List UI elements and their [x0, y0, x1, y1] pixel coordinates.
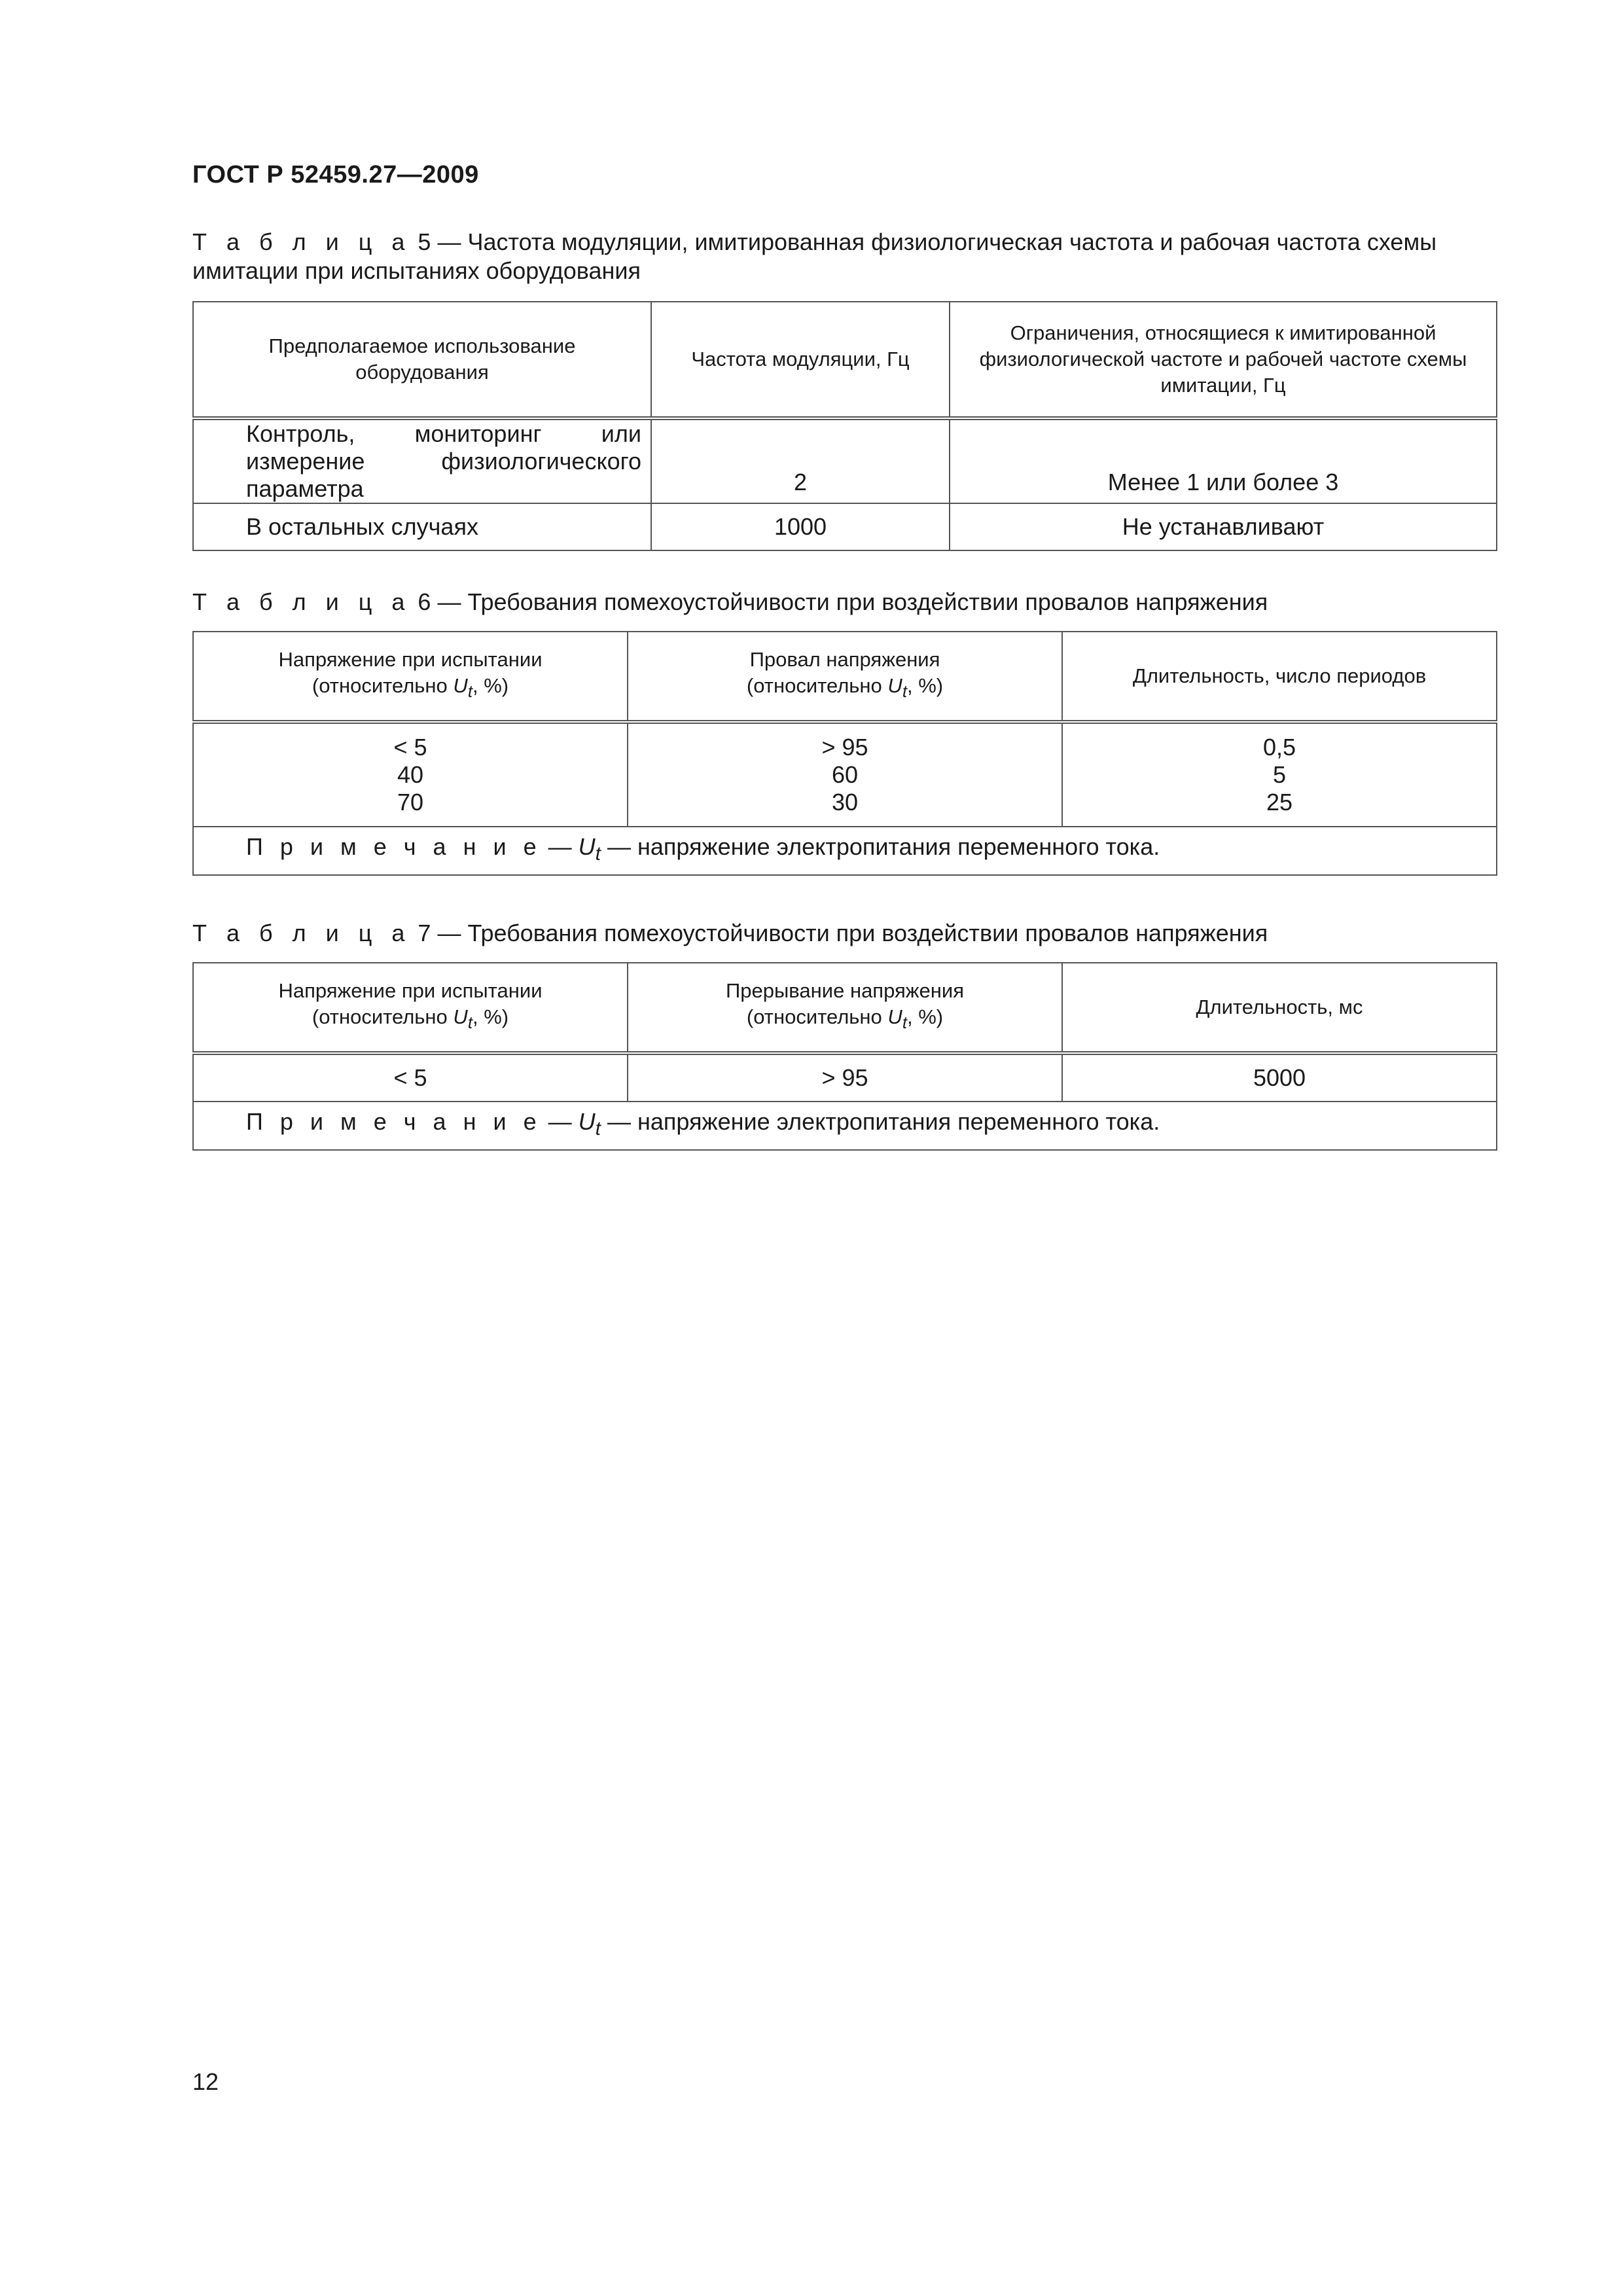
- table7-cell-duration: 5000: [1062, 1053, 1497, 1102]
- table7-header-voltage-line1: Напряжение при испытании: [278, 979, 543, 1003]
- table5: [192, 301, 1497, 551]
- table5-header-modulation: Частота модуляции, Гц: [651, 302, 950, 418]
- table5-header-row: [193, 302, 1497, 418]
- table5-caption-text: — Частота модуляции, имитированная физиологическая частота и рабочая частота схемы имитации при испытаниях оборудования: [192, 228, 1437, 284]
- table5-cell-frequency: 2: [651, 418, 950, 503]
- table5-header-usage: Предполагаемое использование оборудования: [193, 302, 651, 418]
- table5-cell-frequency: 1000: [651, 503, 950, 550]
- table6-header-row: [193, 632, 1497, 722]
- table5-cell-limits: Не устанавливают: [950, 503, 1497, 550]
- note-label: П р и м е ч а н и е: [246, 833, 542, 861]
- table7-header-interruption-line1: Прерывание напряжения: [726, 979, 964, 1003]
- table7-note: [193, 1102, 1497, 1150]
- table7-cell-interruption: > 95: [628, 1053, 1062, 1102]
- note-dash: —: [548, 1108, 579, 1136]
- table5-caption: [192, 228, 1496, 285]
- table-cell-value: 30: [831, 789, 859, 816]
- table5-header-limits: Ограничения, относящиеся к имитированной физиологической частоте и рабочей частоте схемы имитации, Гц: [950, 302, 1497, 418]
- table6-header-duration: Длительность, число периодов: [1062, 632, 1497, 722]
- header-text: , %): [907, 674, 944, 698]
- note-text: — напряжение электропитания переменного тока.: [600, 1108, 1160, 1136]
- table7-caption-word: Т а б л и ц а: [192, 920, 412, 946]
- table6-header-dip: [628, 632, 1062, 722]
- table-row: [193, 722, 1497, 827]
- symbol-u: U: [578, 1108, 596, 1136]
- table7: [192, 962, 1497, 1151]
- table7-caption-text: — Требования помехоустойчивости при воздействии провалов напряжения: [437, 920, 1268, 946]
- symbol-u: U: [453, 1005, 468, 1029]
- header-text: , %): [473, 674, 509, 698]
- table7-caption: [192, 919, 1496, 948]
- note-text: — напряжение электропитания переменного тока.: [600, 833, 1160, 861]
- table7-note-row: [193, 1102, 1497, 1150]
- table7-header-interruption-line2: [637, 1004, 1052, 1036]
- table-cell-value: < 5: [393, 734, 427, 761]
- table6-col-voltage: [193, 722, 628, 827]
- table7-header-voltage-line2: [203, 1004, 618, 1036]
- document-id: ГОСТ Р 52459.27—2009: [192, 161, 479, 188]
- header-text: (относительно: [746, 674, 888, 698]
- table5-caption-word: Т а б л и ц а: [192, 228, 412, 255]
- table6-header-voltage-line2: [203, 673, 618, 705]
- table6-header-dip-line1: Провал напряжения: [749, 648, 940, 672]
- symbol-subscript: t: [595, 843, 601, 865]
- table5-cell-limits: Менее 1 или более 3: [950, 418, 1497, 503]
- header-text: (относительно: [746, 1005, 888, 1029]
- table5-caption-number: 5: [418, 228, 431, 255]
- table5-cell-usage: В остальных случаях: [193, 503, 651, 550]
- header-text: , %): [907, 1005, 944, 1029]
- table-cell-value: 0,5: [1262, 734, 1296, 761]
- table6-note-row: [193, 827, 1497, 875]
- note-dash: —: [548, 833, 579, 861]
- table-cell-value: 70: [397, 789, 424, 816]
- symbol-u: U: [887, 674, 902, 698]
- table7-cell-voltage: < 5: [193, 1053, 628, 1102]
- table6-caption: [192, 588, 1496, 617]
- table6-header-voltage-line1: Напряжение при испытании: [278, 648, 543, 672]
- symbol-u: U: [453, 674, 468, 698]
- table6-note: [193, 827, 1497, 875]
- table6-caption-number: 6: [418, 588, 431, 615]
- table-cell-value: 25: [1266, 789, 1293, 816]
- table6-col-dip: [628, 722, 1062, 827]
- table6-caption-text: — Требования помехоустойчивости при воздействии провалов напряжения: [437, 588, 1268, 615]
- note-label: П р и м е ч а н и е: [246, 1108, 542, 1136]
- symbol-u: U: [887, 1005, 902, 1029]
- table6-caption-word: Т а б л и ц а: [192, 588, 412, 615]
- header-text: (относительно: [312, 674, 454, 698]
- table-row: [193, 503, 1497, 550]
- table5-cell-usage: Контроль, мониторинг или измерение физиологического параметра: [193, 418, 651, 503]
- header-text: (относительно: [312, 1005, 454, 1029]
- table-cell-value: 60: [831, 761, 859, 788]
- symbol-u: U: [578, 833, 596, 861]
- table6-col-duration: [1062, 722, 1497, 827]
- symbol-subscript: t: [595, 1118, 601, 1140]
- header-text: , %): [473, 1005, 509, 1029]
- page-number: 12: [192, 2068, 219, 2095]
- table-cell-value: 5: [1272, 761, 1287, 788]
- symbol-subscript: t: [902, 1014, 907, 1033]
- table7-header-interruption: [628, 963, 1062, 1053]
- table6-header-dip-line2: [637, 673, 1052, 705]
- table6: [192, 631, 1497, 876]
- symbol-subscript: t: [902, 683, 907, 702]
- table-cell-value: > 95: [821, 734, 868, 761]
- symbol-subscript: t: [467, 683, 473, 702]
- table7-header-duration: Длительность, мс: [1062, 963, 1497, 1053]
- table6-header-voltage: [193, 632, 628, 722]
- symbol-subscript: t: [467, 1014, 473, 1033]
- table-cell-value: 40: [397, 761, 424, 788]
- table7-header-voltage: [193, 963, 628, 1053]
- table-row: [193, 1053, 1497, 1102]
- table7-caption-number: 7: [418, 920, 431, 946]
- table7-header-row: [193, 963, 1497, 1053]
- table-row: [193, 418, 1497, 503]
